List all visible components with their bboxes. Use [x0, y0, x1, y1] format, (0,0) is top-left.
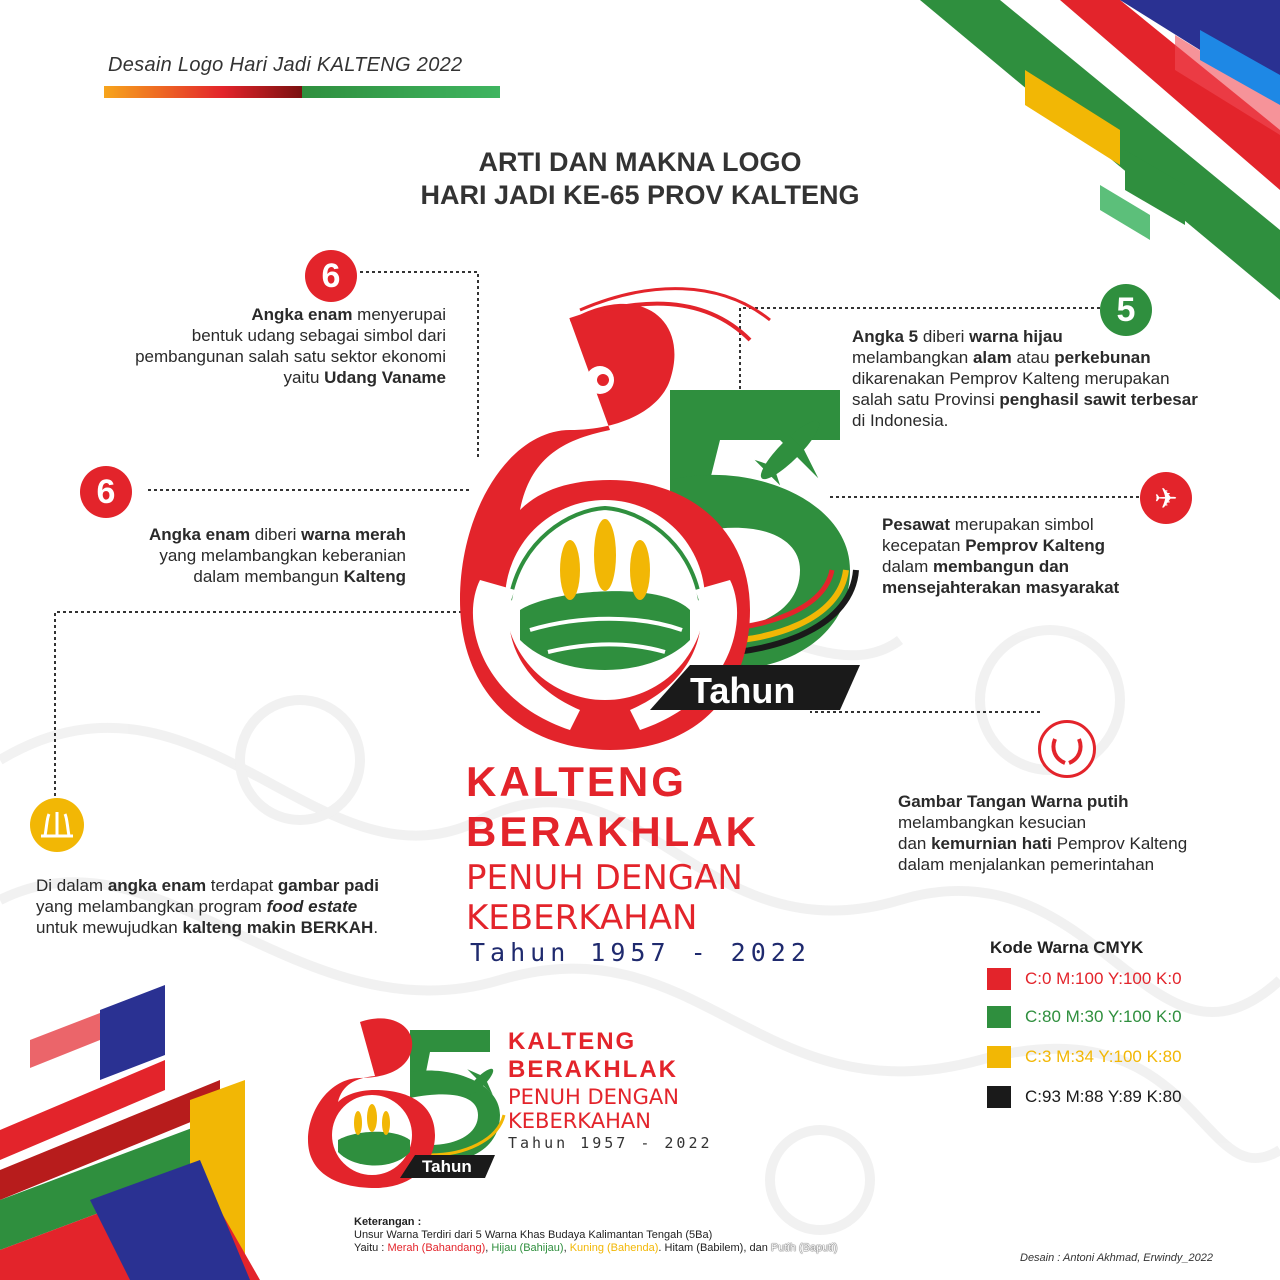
cmyk-row-green: [987, 1006, 1182, 1028]
title-line-1: ARTI DAN MAKNA LOGO: [478, 147, 802, 177]
desc-shrimp: [60, 304, 446, 388]
desc-hands-t3: dan: [898, 834, 932, 853]
ket-line1: Unsur Warna Terdiri dari 5 Warna Khas Budaya Kalimantan Tengah (5Ba): [354, 1229, 713, 1241]
desc-five: [852, 326, 1252, 431]
desc-rice-t3: untuk mewujudkan: [36, 918, 183, 937]
desc-five-t3: dikarenakan Pemprov Kalteng merupakan: [852, 369, 1170, 388]
design-credit: Desain : Antoni Akhmad, Erwindy_2022: [1020, 1252, 1214, 1264]
page-title: [340, 146, 940, 212]
swatch-black: [987, 1086, 1011, 1108]
six-red-badge-icon: [80, 466, 132, 518]
big-slogan-line1: KALTENG: [466, 758, 687, 805]
ket-sep2: ,: [563, 1242, 570, 1254]
six-shrimp-badge-icon: [305, 250, 357, 302]
desc-red-b3: Kalteng: [343, 567, 406, 586]
big-slogan-line4: KEBERKAHAN: [466, 898, 698, 938]
cmyk-row-yellow: [987, 1046, 1182, 1068]
desc-rice-b1b: gambar padi: [277, 876, 379, 895]
desc-red-t3: dalam membangun: [193, 567, 344, 586]
small-logo-tahun: Tahun: [422, 1157, 472, 1176]
desc-shrimp-b1: Angka enam: [251, 305, 353, 324]
airplane-badge-icon: ✈: [1140, 472, 1192, 524]
desc-five-b2: alam: [972, 348, 1012, 367]
desc-plane-t3: dalam: [882, 557, 934, 576]
badge-six-label: 6: [321, 256, 341, 295]
desc-red-t2: yang melambangkan keberanian: [159, 546, 406, 565]
desc-rice-t2: yang melambangkan program: [36, 897, 267, 916]
desc-five-t2b: atau: [1011, 348, 1055, 367]
small-slogan-line2: BERAKHLAK: [508, 1056, 678, 1083]
top-right-stripes: [920, 0, 1280, 300]
desc-red-b1: Angka enam: [148, 525, 251, 544]
desc-rice-b3: kalteng makin BERKAH: [182, 918, 374, 937]
bottom-left-stripes: [0, 985, 260, 1280]
swatch-yellow: [987, 1046, 1011, 1068]
desc-rice-t1: Di dalam: [36, 876, 108, 895]
desc-plane-b1: Pesawat: [882, 515, 951, 534]
desc-plane-t2: kecepatan: [882, 536, 966, 555]
big-slogan-line2: BERAKHLAK: [466, 808, 759, 855]
desc-shrimp-t4: yaitu: [283, 368, 325, 387]
rice-badge-icon: [30, 798, 84, 852]
desc-plane-t1: merupakan simbol: [950, 515, 1094, 534]
cmyk-title: Kode Warna CMYK: [990, 938, 1144, 957]
desc-red: [60, 524, 406, 587]
big-logo-tahun: Tahun: [690, 670, 796, 711]
cmyk-label-red: C:0 M:100 Y:100 K:0: [1025, 969, 1182, 988]
swatch-red: [987, 968, 1011, 990]
keterangan-note: [354, 1216, 838, 1255]
ket-hijau: Hijau (Bahijau): [491, 1242, 564, 1254]
big-slogan-line3: PENUH DENGAN: [466, 858, 743, 898]
ket-pre: Yaitu :: [354, 1242, 388, 1254]
desc-five-b1: Angka 5: [852, 327, 919, 346]
cmyk-row-black: [987, 1086, 1182, 1108]
ket-merah: Merah (Bahandang): [387, 1242, 486, 1254]
desc-hands-b1: Gambar Tangan Warna putih: [898, 792, 1129, 811]
rice-icon: [39, 810, 75, 840]
cmyk-label-black: C:93 M:88 Y:89 K:80: [1025, 1087, 1182, 1106]
title-line-2: HARI JADI KE-65 PROV KALTENG: [420, 180, 860, 210]
desc-five-t5: di Indonesia.: [852, 411, 949, 430]
desc-plane: [882, 514, 1222, 598]
cmyk-label-yellow: C:3 M:34 Y:100 K:80: [1025, 1047, 1182, 1066]
desc-shrimp-b4: Udang Vaname: [324, 368, 446, 387]
ket-kuning: Kuning (Bahenda): [569, 1242, 659, 1254]
desc-hands: [898, 791, 1258, 875]
desc-five-t2: melambangkan: [852, 348, 973, 367]
small-slogan-line3: PENUH DENGAN: [508, 1085, 679, 1109]
desc-hands-t2: melambangkan kesucian: [898, 813, 1087, 832]
big-slogan-years: Tahun 1957 - 2022: [470, 938, 811, 967]
desc-hands-t4: dalam menjalankan pemerintahan: [898, 855, 1155, 874]
cmyk-label-green: C:80 M:30 Y:100 K:0: [1025, 1007, 1182, 1026]
desc-plane-b3: membangun dan: [933, 557, 1070, 576]
desc-five-b4: penghasil sawit terbesar: [999, 390, 1198, 409]
desc-rice-b1: angka enam: [107, 876, 207, 895]
small-logo-65: [300, 1010, 510, 1190]
desc-hands-b3: kemurnian hati: [931, 834, 1053, 853]
desc-red-t1: diberi: [250, 525, 302, 544]
hands-icon: [1047, 729, 1087, 769]
desc-rice-t1b: terdapat: [206, 876, 278, 895]
desc-red-b1b: warna merah: [301, 525, 406, 544]
ket-putih: Putih (Baputi): [770, 1242, 838, 1254]
desc-shrimp-t3: pembangunan salah satu sektor ekonomi: [135, 347, 446, 366]
small-slogan-line1: KALTENG: [508, 1028, 637, 1055]
desc-five-t1: diberi: [918, 327, 970, 346]
ket-sep3: .: [658, 1242, 665, 1254]
small-slogan-line4: KEBERKAHAN: [508, 1109, 651, 1133]
ket-heading: Keterangan :: [354, 1216, 422, 1228]
cmyk-row-red: [987, 968, 1182, 990]
desc-five-b1b: warna hijau: [969, 327, 1063, 346]
header-tagline: Desain Logo Hari Jadi KALTENG 2022: [108, 54, 463, 76]
desc-rice-bi2: food estate: [266, 897, 358, 916]
desc-shrimp-t1: menyerupai: [352, 305, 446, 324]
desc-plane-b2: Pemprov Kalteng: [965, 536, 1105, 555]
desc-five-b2b: perkebunan: [1054, 348, 1151, 367]
badge-five-label: 5: [1116, 290, 1136, 329]
swatch-green: [987, 1006, 1011, 1028]
badge-six-label-2: 6: [96, 472, 116, 511]
desc-hands-t3b: Pemprov Kalteng: [1052, 834, 1188, 853]
hands-badge-icon: [1038, 720, 1096, 778]
desc-shrimp-t2: bentuk udang sebagai simbol dari: [191, 326, 446, 345]
ket-hitam: Hitam (Babilem), dan: [664, 1242, 771, 1254]
desc-rice: [36, 875, 456, 938]
small-slogan-years: Tahun 1957 - 2022: [508, 1134, 713, 1152]
desc-plane-b4: mensejahterakan masyarakat: [882, 578, 1120, 597]
desc-rice-t3b: .: [373, 918, 379, 937]
header-gradient-bar: [104, 86, 500, 98]
desc-five-t4: salah satu Provinsi: [852, 390, 1000, 409]
ket-sep1: ,: [485, 1242, 492, 1254]
